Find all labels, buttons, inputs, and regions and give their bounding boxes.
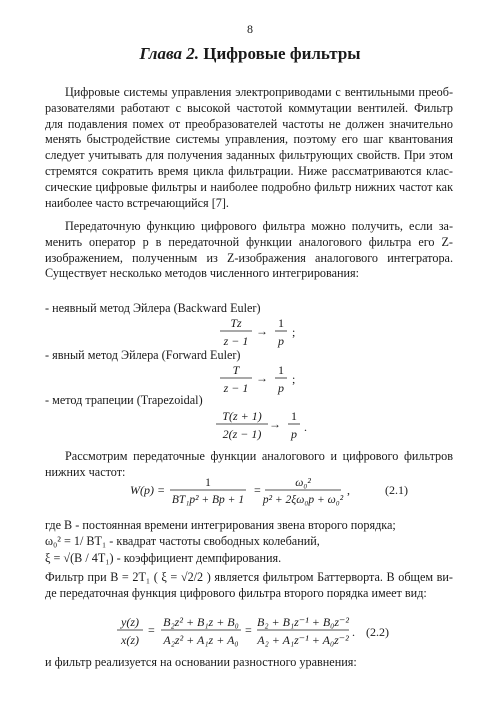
method-trapezoidal: - метод трапеции (Trapezoidal)	[45, 393, 203, 407]
text-line: Фильтр при B = 2T₁ ( ξ = √2/2 ) является фильтром Баттерворта. В общем ви-	[45, 570, 453, 584]
equation-lhs: W(p) =	[130, 483, 166, 497]
text-line: Передаточную функцию цифрового фильтра можно получить, если за-	[65, 219, 453, 233]
text-line: Существует несколько методов численного интегрирования:	[45, 266, 360, 281]
method-forward-euler: - явный метод Эйлера (Forward Euler)	[45, 348, 241, 362]
fraction-denominator: p	[291, 427, 297, 441]
fraction-numerator: 1	[291, 409, 297, 423]
definition-omega: ω₀² = 1/ BT₁ - квадрат частоты свободных колебаний,	[45, 534, 320, 548]
arrow: →	[256, 324, 268, 338]
fraction-denominator: A₂z² + A₁z + A₀	[163, 633, 239, 647]
punctuation: ;	[292, 325, 296, 339]
fraction-denominator: A₂ + A₁z⁻¹ + A₀z⁻²	[257, 633, 349, 647]
fraction-denominator: z − 1	[223, 381, 249, 395]
closing-line: и фильтр реализуется на основании разностного уравнения:	[45, 655, 357, 669]
equals-sign: =	[254, 483, 261, 497]
equals-sign: =	[245, 623, 252, 637]
equation-number: (2.2)	[366, 625, 389, 639]
text-line: менять быстродействие системы управления, поэтому его шаг квантования	[45, 132, 453, 147]
arrow: →	[256, 371, 268, 385]
text-line: наиболее часто встречающийся [7].	[45, 195, 229, 210]
method-backward-euler: - неявный метод Эйлера (Backward Euler)	[45, 301, 261, 315]
punctuation: ;	[292, 372, 296, 386]
fraction-numerator: B₂ + B₁z⁻¹ + B₀z⁻²	[257, 615, 349, 629]
fraction-denominator: p	[278, 334, 284, 348]
fraction-denominator: z − 1	[223, 334, 249, 348]
fraction-numerator: T	[232, 363, 240, 377]
fraction-denominator: p	[278, 381, 284, 395]
fraction-numerator: 1	[278, 316, 284, 330]
text-line: нижних частот:	[45, 464, 126, 479]
equals-sign: =	[148, 623, 155, 637]
definition-xi: ξ = √(B / 4T₁) - коэффициент демпфирования.	[45, 551, 282, 565]
punctuation: .	[304, 420, 307, 434]
punctuation: .	[352, 625, 355, 639]
chapter-prefix: Глава 2.	[139, 44, 200, 63]
fraction-numerator: ω₀²	[295, 477, 311, 489]
definition-b: где B - постоянная времени интегрирования звена второго порядка;	[45, 518, 396, 532]
fraction-numerator: 1	[205, 477, 211, 489]
text-line: де передаточная функция цифрового фильтра второго порядка имеет вид:	[45, 585, 427, 600]
arrow: →	[269, 417, 281, 431]
page-number: 8	[247, 22, 253, 36]
fraction-numerator: B₂z² + B₁z + B₀	[163, 615, 239, 629]
text-line: менить оператор p в передаточной функции аналогового фильтра его Z-	[45, 234, 453, 249]
fraction-numerator: T(z + 1)	[222, 409, 262, 423]
text-line: следует учитывать для получения заданных фильтрующих свойств. При этом	[45, 148, 453, 163]
text-line: стремятся сократить время цикла фильтрации. Ниже рассматриваются клас-	[45, 163, 453, 178]
text-line: Рассмотрим передаточные функции аналогового и цифрового фильтров	[65, 449, 453, 463]
text-line: разователями работают с высокой частотой коммутации вентилей. Фильтр	[45, 100, 453, 115]
fraction-numerator: Tz	[230, 316, 242, 330]
fraction-denominator: BT₁p² + Bp + 1	[171, 494, 245, 506]
punctuation: ,	[347, 483, 350, 497]
chapter-name: Цифровые фильтры	[199, 44, 361, 63]
text-line: Цифровые системы управления электроприводами с вентильными преоб-	[65, 85, 453, 99]
text-line: сические цифровые фильтры и наиболее подробно фильтр нижних частот как	[45, 179, 453, 194]
fraction-denominator: 2(z − 1)	[222, 427, 262, 441]
fraction-denominator: p² + 2ξω₀p + ω₀²	[262, 494, 344, 506]
fraction-numerator: 1	[278, 363, 284, 377]
text-line: изображением, полученным из Z-изображения аналогового интегратора.	[45, 250, 453, 265]
fraction-numerator: y(z)	[121, 615, 139, 629]
text-line: для подавления помех от преобразователей частоты не должен значительно	[45, 116, 453, 131]
equation-number: (2.1)	[385, 483, 408, 497]
fraction-denominator: x(z)	[121, 633, 139, 647]
